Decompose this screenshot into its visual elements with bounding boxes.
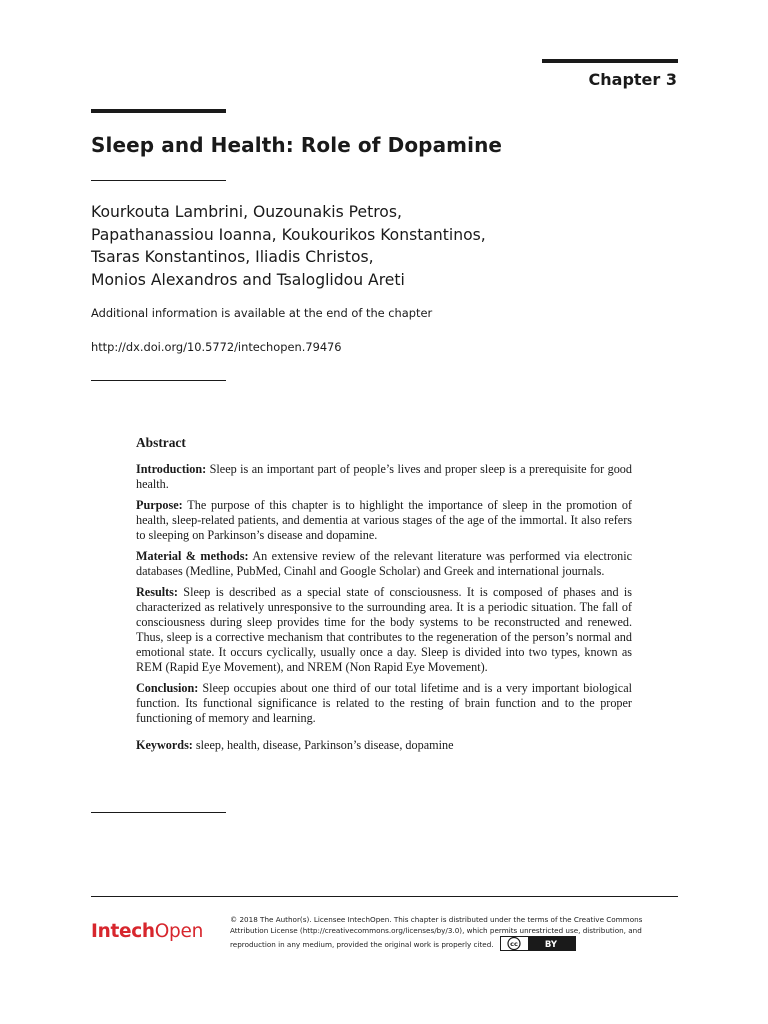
chapter-label: Chapter 3 (588, 70, 677, 89)
header-rule (542, 59, 678, 63)
section-label: Purpose: (136, 498, 183, 512)
logo-text-suffix: Open (154, 921, 203, 942)
abstract-introduction (136, 462, 632, 492)
section-text: Sleep is described as a special state of consciousness. It is composed of phases and is characterized as relatively unresponsive to the surrounding area. It is a periodic situation. The fall of consciousness during sleep provides time for the body systems to be reconstructed and renewed. Thus, sleep is a corrective mechanism that contributes to the regeneration of the person’s normal and emotional state. It occurs cyclically, usually once a day. Sleep is divided into two types, known as REM (Rapid Eye Movement), and NREM (Non Rapid Eye Movement). (136, 585, 633, 674)
license-notice (230, 914, 682, 954)
license-badge-label: BY (544, 940, 557, 950)
section-label: Results: (136, 585, 178, 599)
section-label: Keywords: (136, 738, 193, 752)
meta-rule (91, 380, 226, 381)
abstract-keywords (136, 738, 632, 753)
author-line: Papathanassiou Ioanna, Koukourikos Konstantinos, (91, 225, 486, 244)
logo-text: Intech (91, 921, 155, 942)
section-text: sleep, health, disease, Parkinson’s disease, dopamine (195, 738, 454, 752)
abstract-rule (91, 812, 226, 813)
publisher-logo (91, 921, 203, 942)
cc-by-badge (500, 936, 576, 954)
title-bottom-rule (91, 180, 226, 181)
abstract-results (136, 585, 632, 675)
additional-info: Additional information is available at the end of the chapter (91, 306, 433, 320)
author-line: Tsaras Konstantinos, Iliadis Christos, (91, 248, 374, 266)
section-label: Material & methods: (136, 549, 249, 563)
section-text: The purpose of this chapter is to highlight the importance of sleep in the promotion of health, sleep-related patients, and dementia at various stages of the age of the immortal. It also refers to sleeping on Parkinson’s disease and dopamine. (136, 498, 632, 542)
footer-rule (91, 896, 678, 897)
section-label: Introduction: (136, 462, 207, 476)
cc-icon (500, 936, 576, 951)
page-title: Sleep and Health: Role of Dopamine (91, 133, 503, 157)
abstract-heading: Abstract (136, 435, 186, 450)
section-text: Sleep is an important part of people’s lives and proper sleep is a prerequisite for good health. (136, 462, 632, 491)
author-line: Monios Alexandros and Tsaloglidou Areti (91, 270, 405, 289)
doi-link[interactable]: http://dx.doi.org/10.5772/intechopen.79476 (91, 340, 342, 354)
abstract-conclusion (136, 681, 632, 726)
title-top-rule (91, 109, 226, 113)
section-text: Sleep occupies about one third of our total lifetime and is a very important biological function. Its functional significance is related to the resting of brain function and to the proper functioning of memory and learning. (136, 681, 632, 725)
section-label: Conclusion: (136, 681, 199, 695)
author-list (91, 201, 486, 291)
section-text: An extensive review of the relevant literature was performed via electronic databases (Medline, PubMed, Cinahl and Google Scholar) and Greek and international journals. (136, 549, 632, 578)
abstract-methods (136, 549, 632, 579)
author-line: Kourkouta Lambrini, Ouzounakis Petros, (91, 203, 402, 221)
abstract-purpose (136, 498, 632, 543)
license-text: © 2018 The Author(s). Licensee IntechOpen. This chapter is distributed under the terms of the Creative Commons Attribution License (http://creativecommons.org/licenses/by/3.0), which permits unrestricted use, distribution, and reproduction in any medium, provided the original work is properly cited. (230, 915, 643, 949)
svg-text:cc: cc (510, 940, 518, 949)
abstract (136, 435, 632, 759)
